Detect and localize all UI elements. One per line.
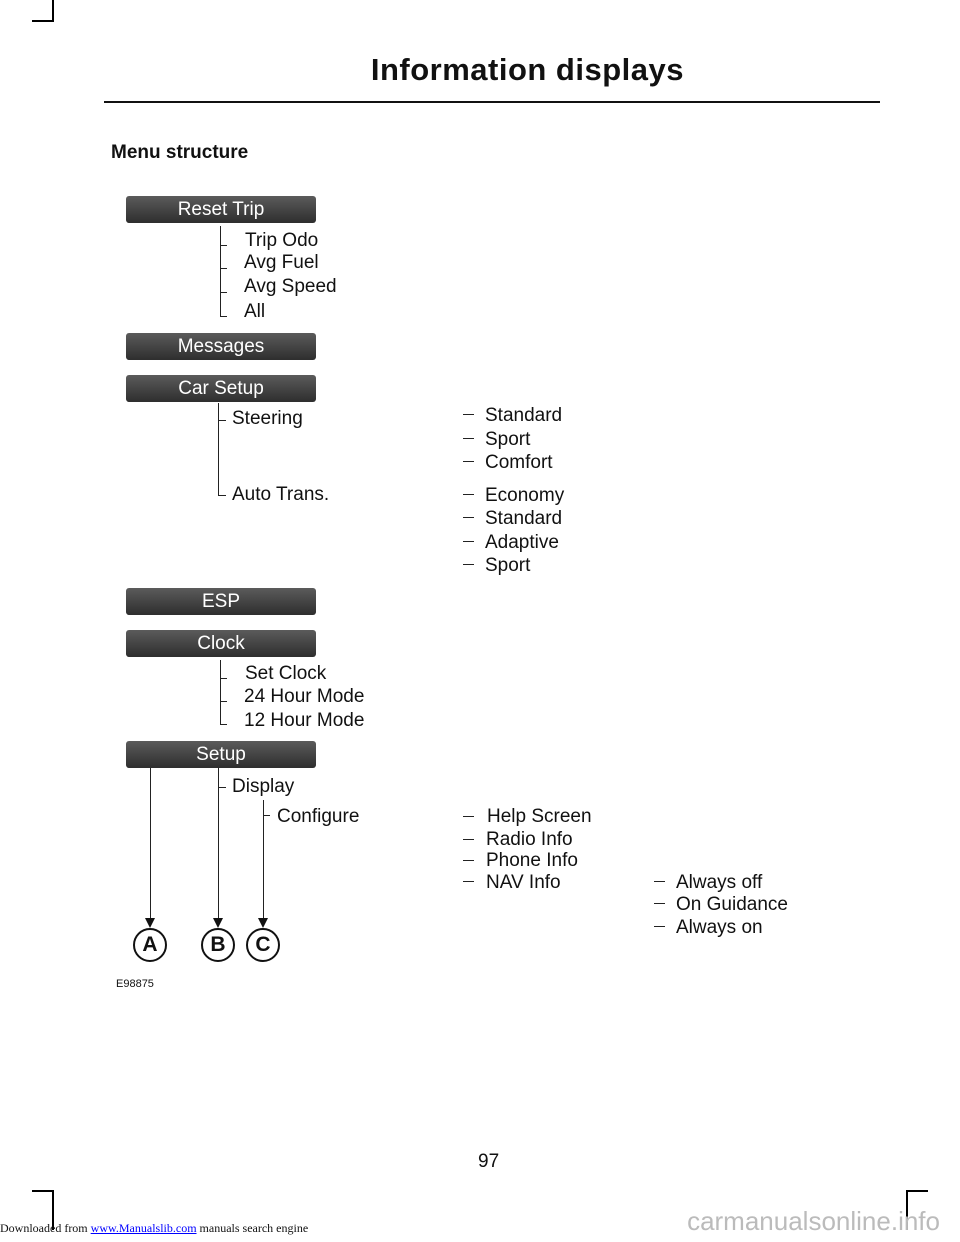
page-title: Information displays <box>370 52 684 87</box>
configure-option: NAV Info <box>486 872 561 893</box>
configure-option: Phone Info <box>486 850 578 871</box>
clock-item: Set Clock <box>245 663 327 684</box>
arrow-c-icon <box>258 918 268 928</box>
option-dash <box>463 564 474 565</box>
reset-trip-item: Avg Speed <box>244 276 337 297</box>
tree-tick <box>263 815 270 816</box>
nav-option: On Guidance <box>676 894 788 915</box>
car-setup-auto-trans: Auto Trans. <box>232 484 330 505</box>
option-dash <box>463 881 474 882</box>
option-dash <box>463 414 474 415</box>
crop-mark-top-left-h <box>32 20 54 22</box>
footer-prefix: Downloaded from <box>0 1221 91 1235</box>
tree-tick <box>220 245 227 246</box>
callout-c: C <box>246 928 280 962</box>
reset-trip-item: Avg Fuel <box>244 252 319 273</box>
option-dash <box>654 903 665 904</box>
tree-tick <box>220 316 227 317</box>
setup-configure: Configure <box>277 806 360 827</box>
figure-reference: E98875 <box>116 978 154 990</box>
option-dash <box>463 839 474 840</box>
crop-mark-top-left-v <box>52 0 54 22</box>
nav-option: Always off <box>676 872 763 893</box>
clock-item: 24 Hour Mode <box>244 686 365 707</box>
steering-option: Sport <box>485 429 531 450</box>
footer-suffix: manuals search engine <box>196 1221 309 1235</box>
car-setup-tree-line <box>218 403 219 495</box>
option-dash <box>654 881 665 882</box>
menu-setup: Setup <box>126 741 316 768</box>
clock-tree-line <box>220 660 221 724</box>
option-dash <box>463 494 474 495</box>
menu-car-setup: Car Setup <box>126 375 316 402</box>
tree-tick <box>220 292 227 293</box>
steering-option: Comfort <box>485 452 553 473</box>
menu-reset-trip: Reset Trip <box>126 196 316 223</box>
auto-trans-option: Standard <box>485 508 563 529</box>
tree-tick <box>218 787 226 788</box>
steering-option: Standard <box>485 405 563 426</box>
tree-tick <box>220 701 227 702</box>
option-dash <box>463 517 474 518</box>
crop-mark-bottom-right-h <box>906 1190 928 1192</box>
setup-line-c <box>263 800 264 920</box>
configure-option: Help Screen <box>487 806 592 827</box>
arrow-b-icon <box>213 918 223 928</box>
option-dash <box>654 926 665 927</box>
crop-mark-bottom-left-h <box>32 1190 54 1192</box>
auto-trans-option: Adaptive <box>485 532 559 553</box>
tree-tick <box>220 724 227 725</box>
setup-line-a <box>150 768 151 920</box>
footer-link[interactable]: www.Manualslib.com <box>90 1221 197 1235</box>
option-dash <box>463 438 474 439</box>
menu-messages: Messages <box>126 333 316 360</box>
auto-trans-option: Economy <box>485 485 565 506</box>
footer-download-note <box>0 1221 308 1236</box>
tree-tick <box>218 495 226 496</box>
tree-tick <box>220 678 227 679</box>
callout-a: A <box>133 928 167 962</box>
setup-display: Display <box>232 776 295 797</box>
section-title: Menu structure <box>111 142 249 163</box>
setup-line-b <box>218 768 219 920</box>
arrow-a-icon <box>145 918 155 928</box>
title-rule <box>104 101 880 103</box>
configure-option: Radio Info <box>486 829 573 850</box>
reset-trip-tree-line <box>220 226 221 316</box>
callout-b: B <box>201 928 235 962</box>
clock-item: 12 Hour Mode <box>244 710 365 731</box>
option-dash <box>463 860 474 861</box>
menu-clock: Clock <box>126 630 316 657</box>
option-dash <box>463 541 474 542</box>
watermark: carmanualsonline.info <box>687 1206 940 1236</box>
tree-tick <box>220 268 227 269</box>
option-dash <box>463 461 474 462</box>
tree-tick <box>218 420 226 421</box>
car-setup-steering: Steering <box>232 408 303 429</box>
menu-esp: ESP <box>126 588 316 615</box>
nav-option: Always on <box>676 917 763 938</box>
reset-trip-item: Trip Odo <box>245 230 319 251</box>
auto-trans-option: Sport <box>485 555 531 576</box>
page-number: 97 <box>478 1151 500 1172</box>
reset-trip-item: All <box>244 301 266 322</box>
option-dash <box>463 816 474 817</box>
